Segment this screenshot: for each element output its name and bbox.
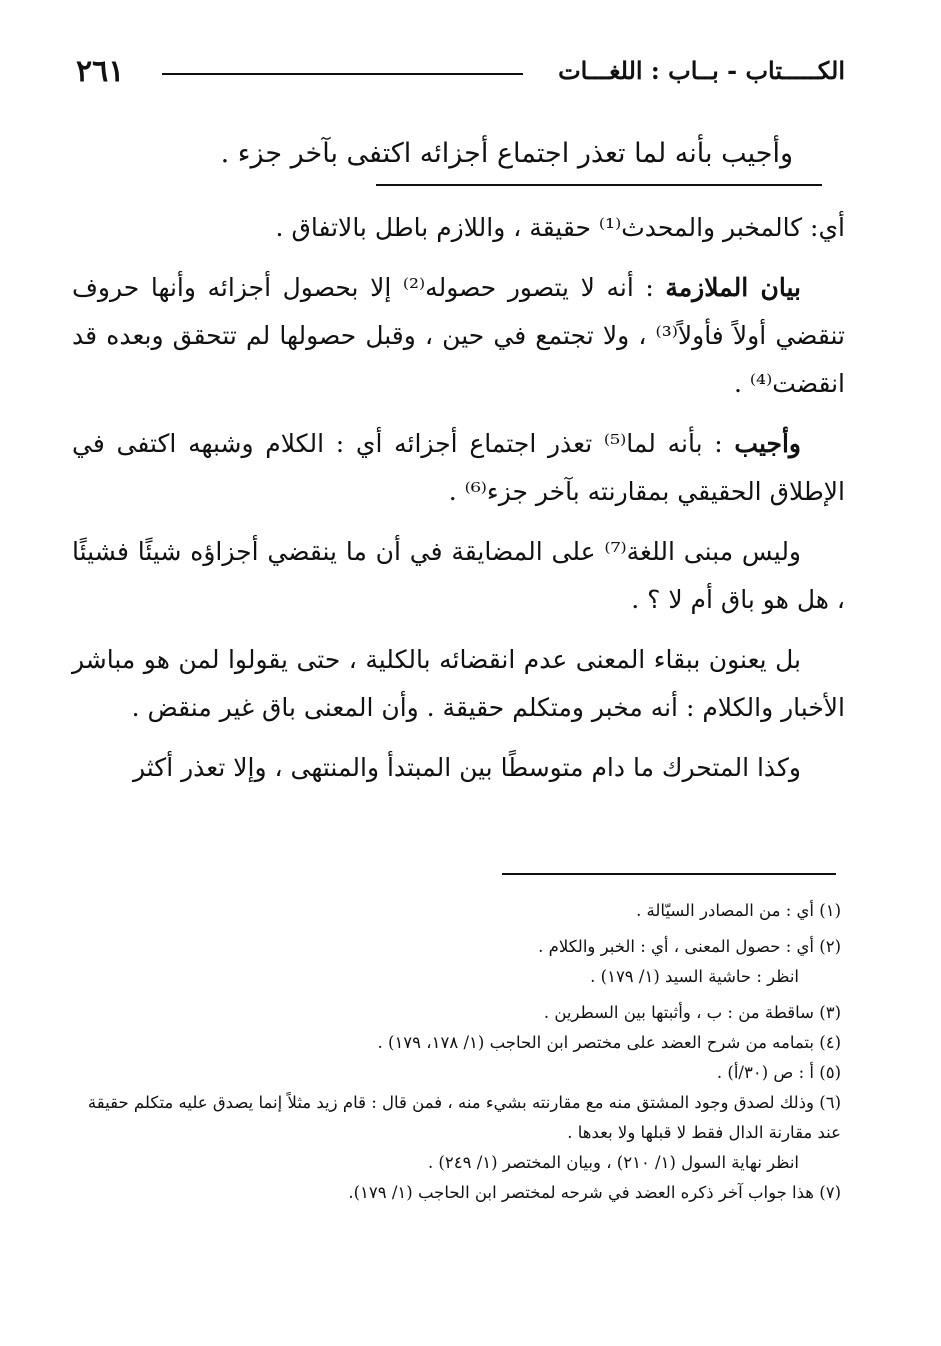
paragraph-text: : بأنه لما⁽⁵⁾ تعذر اجتماع أجزائه أي : الكلام وشبهه اكتفى في الإطلاق الحقيقي بمقارنته بآخر جزء⁽⁶⁾ . [72,429,845,506]
paragraph-text: أي: كالمخبر والمحدث⁽¹⁾ حقيقة ، واللازم باطل بالاتفاق . [275,213,845,242]
running-title: الكـــــتاب - بــاب : اللغـــات [558,56,845,85]
paragraph-lead: وأجيب [734,429,801,458]
paragraph-text: بل يعنون ببقاء المعنى عدم انقضائه بالكلية ، حتى يقولوا لمن هو مباشر الأخبار والكلام : أنه مخبر ومتكلم حقيقة . وأن المعنى باق غير منقض . [72,645,845,722]
footnote: (٢) أي : حصول المعنى ، أي : الخبر والكلام . [538,937,841,956]
footnote: (٥) أ : ص (٣٠/أ) . [716,1063,841,1082]
footnote: (٤) بتمامه من شرح العضد على مختصر ابن الحاجب (١/ ١٧٨، ١٧٩) . [377,1033,841,1052]
paragraph [72,744,845,792]
paragraph [72,420,845,516]
footnote: (٦) وذلك لصدق وجود المشتق منه مع مقارنته بشيء منه ، فمن قال : قام زيد مثلاً إنما يصدق عليه متكلم حقيقة عند مقارنة الدال فقط لا قبلها ولا بعدها . [87,1093,841,1142]
quoted-matn-line: وأجيب بأنه لما تعذر اجتماع أجزائه اكتفى بآخر جزء . [220,138,793,169]
footnotes [68,896,841,1208]
footnote: (١) أي : من المصادر السيّالة . [636,901,841,920]
footnote: (٣) ساقطة من : ب ، وأثبتها بين السطرين . [543,1003,841,1022]
paragraph-text: : أنه لا يتصور حصوله⁽²⁾ إلا بحصول أجزائه وأنها حروف تنقضي أولاً فأولاً⁽³⁾ ، ولا تجتمع في حين ، وقبل حصولها لم تتحقق وبعده قد انقضت⁽⁴⁾ . [72,273,845,398]
body-text [72,204,845,804]
footnote-separator [502,873,836,875]
footnote-reference: انظر نهاية السول (١/ ٢١٠) ، وبيان المختصر (١/ ٢٤٩) . [427,1153,799,1172]
header-rule [162,73,523,75]
paragraph-lead: بيان الملازمة [665,273,802,302]
paragraph-text: وكذا المتحرك ما دام متوسطًا بين المبتدأ والمنتهى ، وإلا تعذر أكثر [132,753,801,782]
paragraph [72,264,845,408]
page-header [76,52,845,96]
paragraph-text: وليس مبنى اللغة⁽⁷⁾ على المضايقة في أن ما ينقضي أجزاؤه شيئًا فشيئًا ، هل هو باق أم لا ؟ . [72,537,845,614]
paragraph [72,528,845,624]
paragraph [72,636,845,732]
page-number: ٢٦١ [76,54,125,89]
footnote: (٧) هذا جواب آخر ذكره العضد في شرحه لمختصر ابن الحاجب (١/ ١٧٩). [348,1183,841,1202]
footnote-reference: انظر : حاشية السيد (١/ ١٧٩) . [590,967,799,986]
paragraph [72,204,845,252]
headline-underline [376,184,822,186]
